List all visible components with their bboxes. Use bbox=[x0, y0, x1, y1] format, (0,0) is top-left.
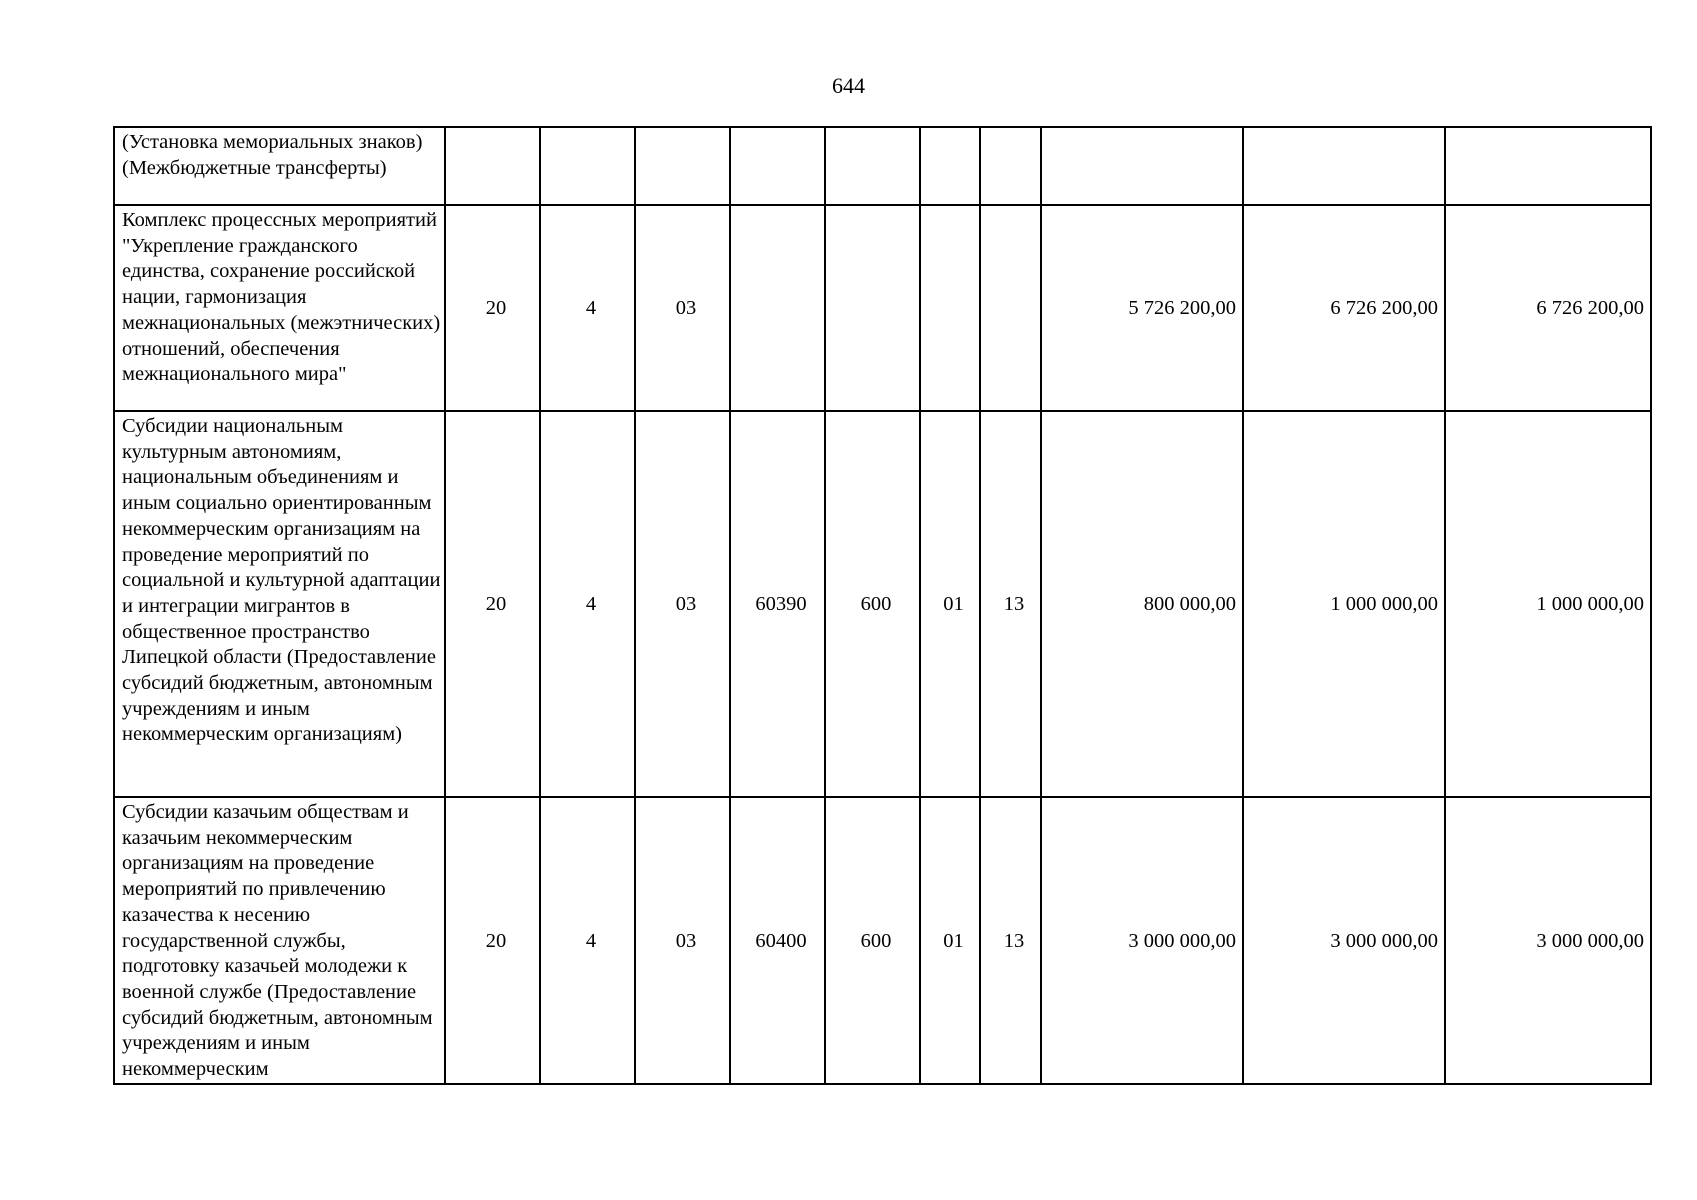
cell-amount-1: 3 000 000,00 bbox=[1041, 797, 1243, 1084]
cell-amount-1: 5 726 200,00 bbox=[1041, 205, 1243, 411]
cell-expense-type: 600 bbox=[825, 411, 920, 797]
cell-amount-2 bbox=[1243, 127, 1445, 205]
cell-program: 20 bbox=[445, 411, 540, 797]
cell-amount-3: 6 726 200,00 bbox=[1445, 205, 1651, 411]
cell-structural-element: 03 bbox=[635, 797, 730, 1084]
row-description: (Установка мемориальных знаков) (Межбюджетные трансферты) bbox=[114, 127, 445, 205]
cell-amount-2: 1 000 000,00 bbox=[1243, 411, 1445, 797]
page-number: 644 bbox=[832, 73, 865, 98]
cell-expense-type bbox=[825, 205, 920, 411]
table-row bbox=[114, 127, 1651, 205]
cell-amount-3 bbox=[1445, 127, 1651, 205]
cell-expense-type: 600 bbox=[825, 797, 920, 1084]
cell-subsection bbox=[980, 205, 1041, 411]
budget-table bbox=[113, 126, 1652, 1085]
table-row bbox=[114, 797, 1651, 1084]
cell-subsection: 13 bbox=[980, 411, 1041, 797]
cell-direction: 60400 bbox=[730, 797, 825, 1084]
cell-subprogram-type bbox=[540, 127, 635, 205]
cell-program: 20 bbox=[445, 797, 540, 1084]
table-row bbox=[114, 205, 1651, 411]
cell-section: 01 bbox=[920, 411, 980, 797]
cell-amount-3: 3 000 000,00 bbox=[1445, 797, 1651, 1084]
cell-program: 20 bbox=[445, 205, 540, 411]
cell-subprogram-type: 4 bbox=[540, 205, 635, 411]
cell-amount-1: 800 000,00 bbox=[1041, 411, 1243, 797]
cell-subprogram-type: 4 bbox=[540, 797, 635, 1084]
row-description: Субсидии казачьим обществам и казачьим некоммерческим организациям на проведение мероприятий по привлечению казачества к несению государственной службы, подготовку казачьей молодежи к военной службе (Предоставление субсидий бюджетным, автономным учреждениям и иным некоммерческим bbox=[114, 797, 445, 1084]
cell-direction bbox=[730, 127, 825, 205]
cell-structural-element: 03 bbox=[635, 411, 730, 797]
cell-structural-element: 03 bbox=[635, 205, 730, 411]
cell-direction bbox=[730, 205, 825, 411]
cell-amount-3: 1 000 000,00 bbox=[1445, 411, 1651, 797]
cell-amount-2: 6 726 200,00 bbox=[1243, 205, 1445, 411]
cell-program bbox=[445, 127, 540, 205]
row-description: Субсидии национальным культурным автономиям, национальным объединениям и иным социально ориентированным некоммерческим организациям на проведение мероприятий по социальной и культурной адаптации и интеграции мигрантов в общественное пространство Липецкой области (Предоставление субсидий бюджетным, автономным учреждениям и иным некоммерческим организациям) bbox=[114, 411, 445, 797]
cell-amount-1 bbox=[1041, 127, 1243, 205]
cell-section bbox=[920, 205, 980, 411]
table-row bbox=[114, 411, 1651, 797]
cell-subprogram-type: 4 bbox=[540, 411, 635, 797]
cell-amount-2: 3 000 000,00 bbox=[1243, 797, 1445, 1084]
cell-expense-type bbox=[825, 127, 920, 205]
cell-direction: 60390 bbox=[730, 411, 825, 797]
row-description: Комплекс процессных мероприятий "Укрепление гражданского единства, сохранение российской нации, гармонизация межнациональных (межэтнических) отношений, обеспечения межнационального мира" bbox=[114, 205, 445, 411]
cell-structural-element bbox=[635, 127, 730, 205]
cell-subsection: 13 bbox=[980, 797, 1041, 1084]
cell-section bbox=[920, 127, 980, 205]
cell-subsection bbox=[980, 127, 1041, 205]
cell-section: 01 bbox=[920, 797, 980, 1084]
